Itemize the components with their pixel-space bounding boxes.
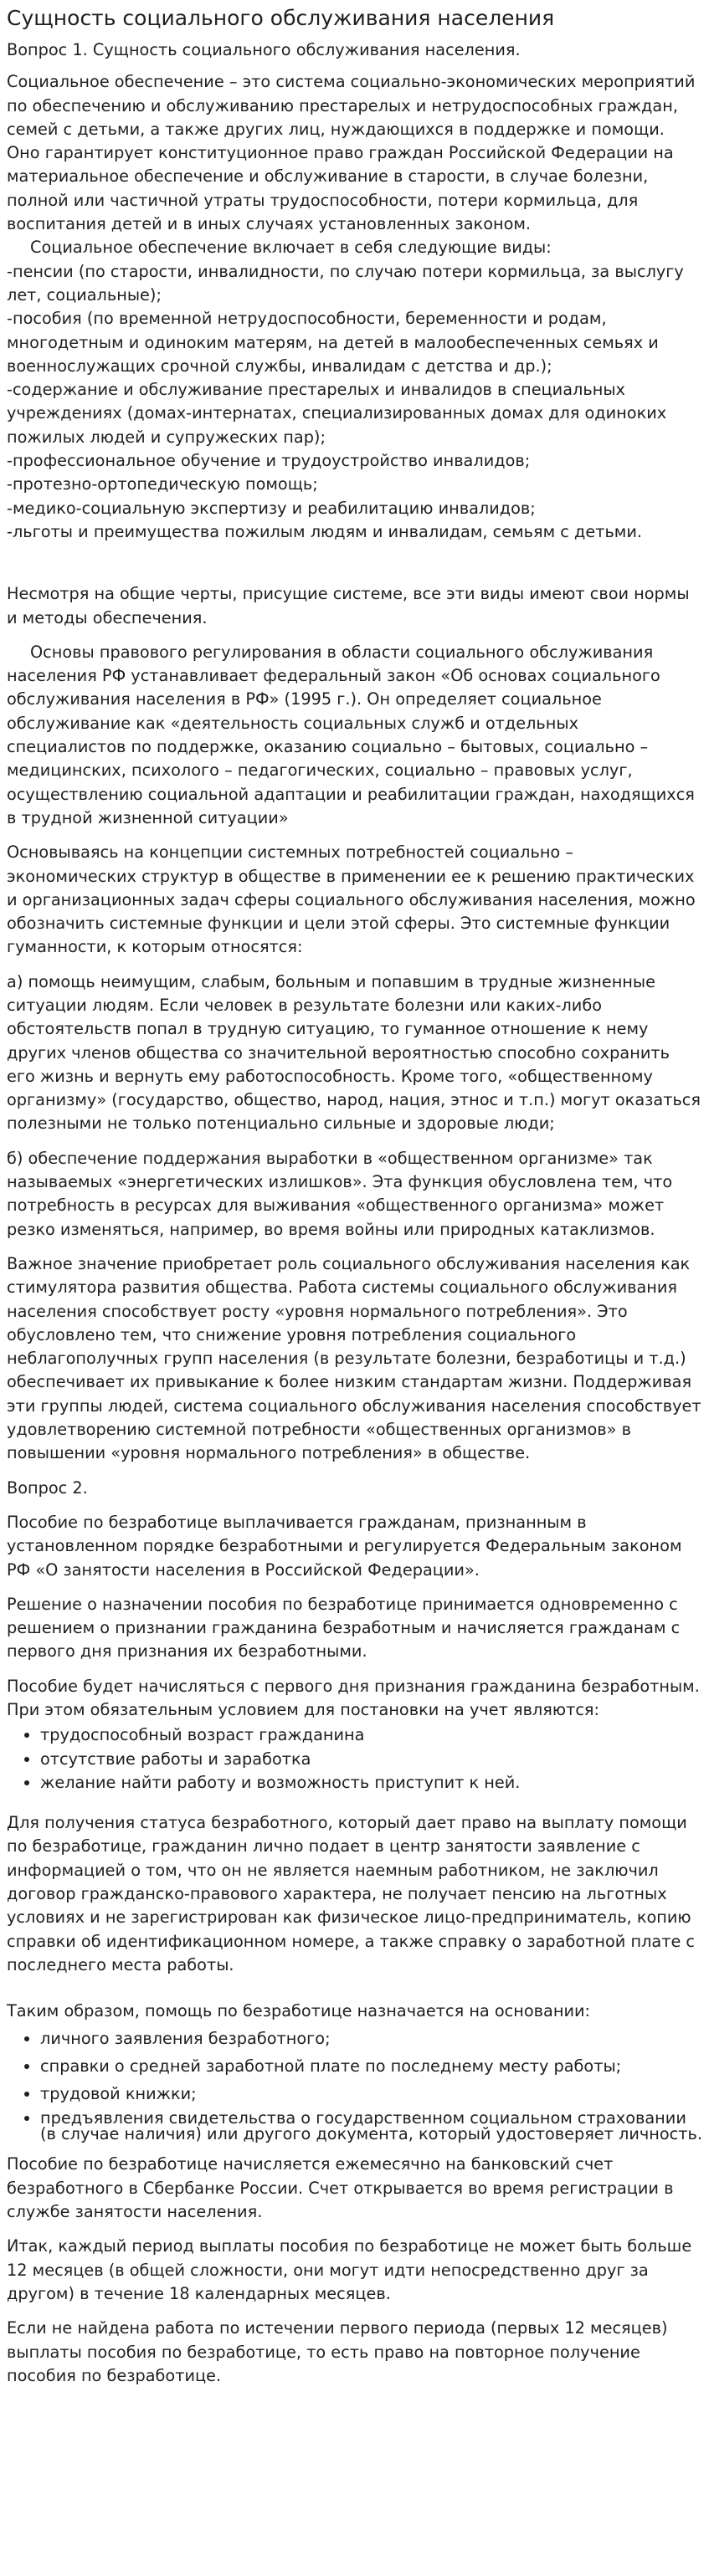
paragraph-stimulator: Важное значение приобретает роль социального обслуживания населения как стимулятора развития общества. Работа системы социального обслуживания населения способствует росту «уровня нормального потребления». Это обусловлено тем, что снижение уровня потребления социального неблагополучных групп населения (в результате болезни, безработицы и т.д.) обеспечивает их привыкание к более низким стандартам жизни. Поддерживая эти группы людей, система социального обслуживания населения способствует удовлетворению системной потребности «общественных организмов» в повышении «уровня нормального потребления» в обществе. — [7, 1253, 701, 1463]
paragraph-payment-period: Итак, каждый период выплаты пособия по безработице не может быть больше 12 месяцев (в общей сложности, они могут идти непосредственно друг за другом) в течение 18 календарных месяцев. — [7, 2236, 692, 2303]
paragraph-monthly-payment: Пособие по безработице начисляется ежемесячно на банковский счет безработного в Сбербанке России. Счет открывается во время регистрации в службе занятости населения. — [7, 2154, 674, 2222]
paragraph-function-a: а) помощь неимущим, слабым, больным и попавшим в трудные жизненные ситуации людям. Если человек в результате болезни или каких-либо обстоятельств попал в трудную ситуацию, то гуманное отношение к нему других членов общества со значительной вероятностью способно сохранить его жизнь и вернуть ему работоспособность. Кроме того, «общественному организму» (государство, общество, народ, нация, этнос и т.п.) могут оказаться полезными не только потенциально сильные и здоровые люди; — [7, 971, 701, 1134]
basis-list — [7, 2027, 702, 2143]
list-item: • отсутствие работы и заработка — [40, 1748, 702, 1771]
list-item: -профессиональное обучение и трудоустройство инвалидов; — [7, 451, 531, 471]
list-item: -пособия (по временной нетрудоспособности, беременности и родам, многодетным и одиноким матерям, на детей в малообеспеченных семьях и военнослужащих срочной службы, инвалидам с детства и др.); — [7, 309, 659, 376]
list-item: -пенсии (по старости, инвалидности, по случаю потери кормильца, за выслугу лет, социальные); — [7, 261, 684, 305]
paragraph-system-needs: Основываясь на концепции системных потребностей социально – экономических структур в обществе в применении ее к решению практических и организационных задач сферы социального обслуживания населения, можно обозначить системные функции и цели этой сферы. Это системные функции гуманности, к которым относятся: — [7, 842, 696, 957]
paragraph-function-b: б) обеспечение поддержания выработки в «общественном организме» так называемых «энергетических излишков». Эта функция обусловлена тем, что потребность в ресурсах для выживания «общественного организма» может резко изменяться, например, во время войны или природных катаклизмов. — [7, 1148, 673, 1239]
list-item: -медико-социальную экспертизу и реабилитацию инвалидов; — [7, 498, 536, 518]
paragraph-basis-intro: Таким образом, помощь по безработице назначается на основании: — [7, 2001, 591, 2021]
list-item: • трудоспособный возраст гражданина — [40, 1723, 702, 1747]
list-item: -содержание и обслуживание престарелых и инвалидов в специальных учреждениях (домах-интернатах, специализированных домах для одиноких пожилых людей и супружеских пар); — [7, 380, 667, 447]
paragraph-common-features: Несмотря на общие черты, присущие системе, все эти виды имеют свои нормы и методы обеспечения. — [7, 584, 690, 627]
paragraph-benefit-decision: Решение о назначении пособия по безработице принимается одновременно с решением о признании гражданина безработным и начисляется гражданам с первого дня признания их безработными. — [7, 1594, 681, 1662]
paragraph-registration-conditions: Пособие будет начисляться с первого дня признания гражданина безработным. При этом обязательным условием для постановки на учет являются: — [7, 1676, 700, 1719]
paragraph-social-security-definition: Социальное обеспечение – это система социально-экономических мероприятий по обеспечению и обслуживанию престарелых и нетрудоспособных граждан, семей с детьми, а также других лиц, нуждающихся в поддержке и помощи. Оно гарантирует конституционное право граждан Российской Федерации на материальное обеспечение и обслуживание в старости, в случае болезни, полной или частичной утраты трудоспособности, потери кормильца, для воспитания детей и в иных случаях установленных законом. — [7, 72, 696, 234]
paragraph-status-application: Для получения статуса безработного, который дает право на выплату помощи по безработице, гражданин лично подает в центр занятости заявление с информацией о том, что он не является наемным работником, не заключил договор гражданско-правового характера, не получает пенсию на льготных условиях и не зарегистрирован как физическое лицо-предприниматель, копию справки об идентификационном номере, а также справку о заработной плате с последнего места работы. — [7, 1813, 696, 1974]
social-security-types-list — [7, 260, 702, 545]
page-title: Сущность социального обслуживания населения — [7, 6, 555, 30]
list-item: • личного заявления безработного; — [40, 2027, 702, 2051]
list-item: -протезно-ортопедическую помощь; — [7, 474, 318, 494]
list-item: • трудовой книжки; — [40, 2082, 702, 2106]
list-item: -льготы и преимущества пожилым людям и инвалидам, семьям с детьми. — [7, 521, 643, 541]
paragraph-repeat-benefit: Если не найдена работа по истечении первого периода (первых 12 месяцев) выплаты пособия по безработице, то есть право на повторное получение пособия по безработице. — [7, 2318, 668, 2385]
conditions-list — [7, 1723, 702, 1795]
question-1-heading: Вопрос 1. Сущность социального обслуживания населения. — [7, 40, 521, 59]
paragraph-benefit-law: Пособие по безработице выплачивается гражданам, признанным в установленном порядке безработными и регулируется Федеральным законом РФ «О занятости населения в Российской Федерации». — [7, 1512, 682, 1580]
list-item: • желание найти работу и возможность приступит к ней. — [40, 1771, 702, 1795]
list-item: • предъявления свидетельства о государственном социальном страховании (в случае наличия) или другого документа, который удостоверяет личность. — [40, 2110, 702, 2142]
question-2-heading: Вопрос 2. — [7, 1477, 88, 1498]
paragraph-legal-basis: Основы правового регулирования в области социального обслуживания населения РФ устанавливает федеральный закон «Об основах социального обслуживания населения в РФ» (1995 г.). Он определяет социальное обслуживание как «деятельность социальных служб и отдельных специалистов по поддержке, оказанию социально – бытовых, социально – медицинских, психолого – педагогических, социально – правовых услуг, осуществлению социальной адаптации и реабилитации граждан, находящихся в трудной жизненной ситуации» — [7, 642, 695, 827]
paragraph-types-intro: Социальное обеспечение включает в себя следующие виды: — [30, 238, 552, 258]
list-item: • справки о средней заработной плате по последнему месту работы; — [40, 2055, 702, 2078]
